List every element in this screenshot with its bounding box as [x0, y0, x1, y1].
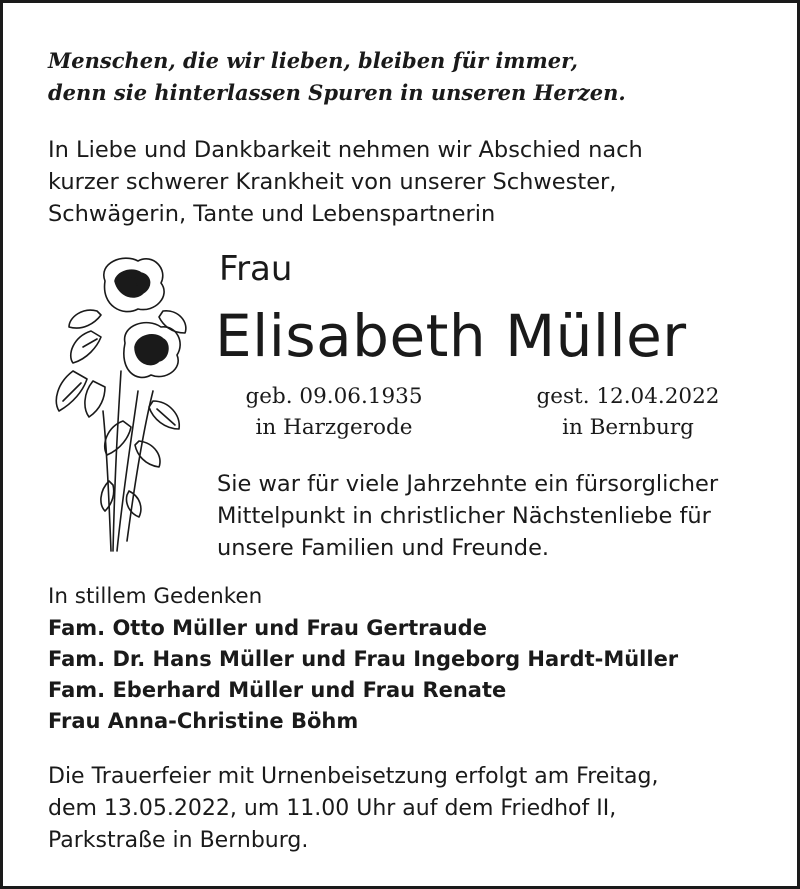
- rose-bouquet-icon: [43, 251, 193, 556]
- service-info: [48, 761, 768, 857]
- service-line: Die Trauerfeier mit Urnenbeisetzung erfolgt am Freitag,: [48, 764, 659, 789]
- motto-line: denn sie hinterlassen Spuren in unseren Herzen.: [48, 80, 626, 105]
- motto: [48, 45, 768, 109]
- tribute-line: unsere Familien und Freunde.: [217, 535, 550, 561]
- birth-place: in Harzgerode: [255, 415, 413, 440]
- motto-line: Menschen, die wir lieben, bleiben für immer,: [48, 48, 578, 73]
- mourner-name: Fam. Otto Müller und Frau Gertraude: [48, 616, 487, 640]
- service-line: Parkstraße in Bernburg.: [48, 828, 309, 853]
- intro-line: Schwägerin, Tante und Lebenspartnerin: [48, 201, 496, 227]
- tribute-line: Sie war für viele Jahrzehnte ein fürsorglicher: [217, 471, 719, 497]
- service-line: dem 13.05.2022, um 11.00 Uhr auf dem Friedhof II,: [48, 796, 617, 821]
- mourner-name: Fam. Dr. Hans Müller und Frau Ingeborg Hardt-Müller: [48, 647, 679, 671]
- intro-line: In Liebe und Dankbarkeit nehmen wir Abschied nach: [48, 137, 643, 163]
- birth-info: [231, 381, 437, 443]
- deceased-name: Elisabeth Müller: [215, 302, 687, 370]
- birth-date: geb. 09.06.1935: [245, 384, 423, 409]
- death-date: gest. 12.04.2022: [536, 384, 720, 409]
- mourners-list: [48, 613, 678, 737]
- tribute-line: Mittelpunkt in christlicher Nächstenliebe für: [217, 503, 711, 529]
- death-info: [517, 381, 739, 443]
- salutation: Frau: [219, 249, 293, 289]
- mourners-heading: In stillem Gedenken: [48, 584, 263, 609]
- mourner-name: Frau Anna-Christine Böhm: [48, 709, 359, 733]
- tribute-text: [217, 468, 777, 564]
- mourner-name: Fam. Eberhard Müller und Frau Renate: [48, 678, 507, 702]
- death-place: in Bernburg: [562, 415, 694, 440]
- intro-line: kurzer schwerer Krankheit von unserer Schwester,: [48, 169, 617, 195]
- intro-text: [48, 134, 768, 230]
